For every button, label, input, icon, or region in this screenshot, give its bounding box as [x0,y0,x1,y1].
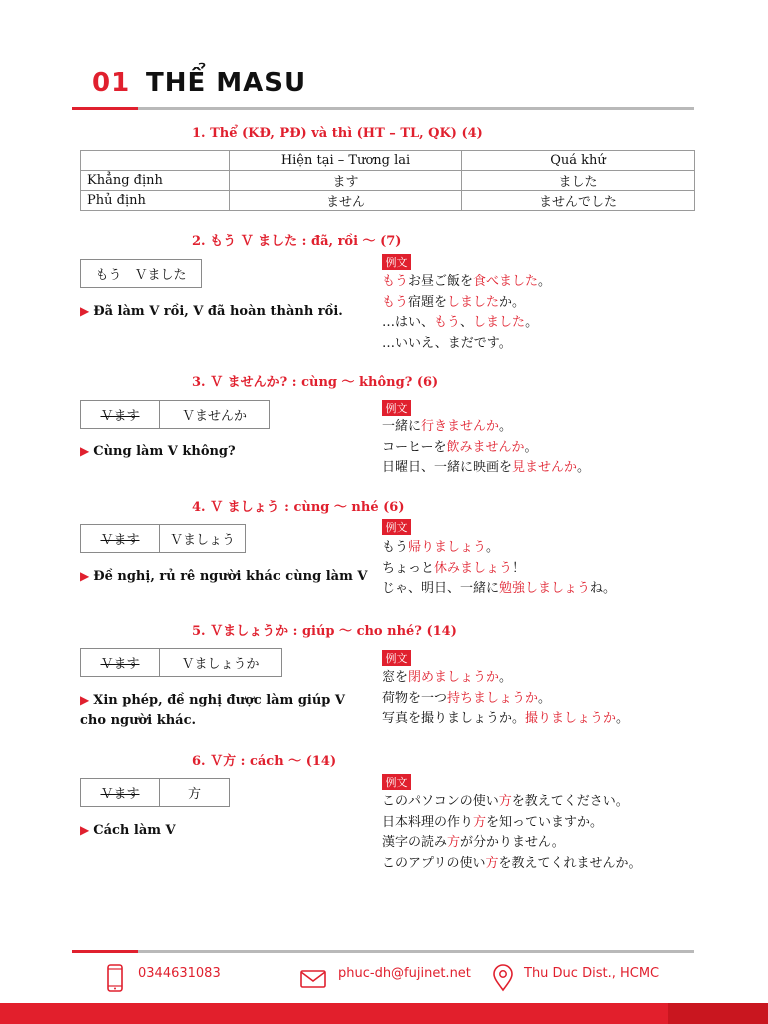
footer-email: phuc-dh@fujinet.net [338,966,471,981]
example-sentence: このパソコンの使い方を教えてください。 [382,794,629,809]
example-sentence: 写真を撮りましょうか。撮りましょうか。 [382,711,630,726]
conjugation-table [80,150,695,211]
example-sentence: コーヒーを飲みませんか。 [382,439,538,455]
example-sentence: 日本料理の作り方を知っていますか。 [382,814,604,830]
footer-divider-accent [72,950,138,953]
example-tag: 例文 [382,650,411,666]
header-divider [72,107,694,110]
example-sentence: 窓を閉めましょうか。 [382,670,513,685]
example-sentence: ちょっと休みましょう！ [382,560,526,576]
footer-address: Thu Duc Dist., HCMC [524,966,660,981]
pattern-base-form: Ｖます [100,657,140,672]
table-row-label: Phủ định [81,191,230,211]
pattern-box [80,648,282,677]
chapter-number: 01 [92,68,131,98]
pattern-base-form: Ｖます [100,533,140,548]
footer-bar-accent [668,1003,768,1024]
example-sentence: 日曜日、一緒に映画を見ませんか。 [382,460,591,475]
triangle-bullet-icon: ▶ [80,569,90,583]
example-sentence: もう宿題をしましたか。 [382,294,526,310]
example-list [382,538,616,600]
phone-icon [106,964,124,992]
section-3-heading: 3. Ｖ ませんか? : cùng ～ không? (6) [192,375,439,390]
example-tag: 例文 [382,254,411,270]
example-list [382,272,551,354]
table-cell: ませんでした [462,191,695,211]
pattern-description: ▶ Cách làm V [80,823,176,838]
example-sentence: じゃ、明日、一緒に勉強しましょうね。 [382,581,617,596]
table-row [81,191,695,211]
pattern-box [80,524,246,553]
table-row-label: Khẳng định [81,171,230,191]
table-cell [81,151,230,171]
example-sentence: …いいえ、まだです。 [382,335,512,351]
pattern-form: 方 [159,779,229,806]
table-header: Quá khứ [462,151,695,171]
chapter-title: THỂ MASU [146,68,307,98]
table-cell: ました [462,171,695,191]
example-list [382,792,642,874]
footer-phone: 0344631083 [138,966,221,981]
example-sentence: もう帰りましょう。 [382,540,500,555]
section-6-heading: 6. Ｖ方 : cách ～ (14) [192,754,337,769]
pattern-description: ▶ Xin phép, đề nghị được làm giúp V cho người khác. [80,693,346,728]
footer-bar [0,1003,768,1024]
triangle-bullet-icon: ▶ [80,823,90,837]
example-sentence: 一緒に行きませんか。 [382,419,513,434]
pattern-base-form: Ｖます [100,787,140,802]
example-sentence: 漢字の読み方が分かりません。 [382,835,565,850]
example-sentence: もうお昼ご飯を食べました。 [382,274,552,289]
header-divider-accent [72,107,138,110]
pattern-box [80,778,230,807]
triangle-bullet-icon: ▶ [80,444,90,458]
example-sentence: このアプリの使い方を教えてくれませんか。 [382,855,642,871]
table-cell: ません [230,191,462,211]
section-5-heading: 5. Ｖましょうか : giúp ～ cho nhé? (14) [192,624,457,639]
section-4-heading: 4. Ｖ ましょう : cùng ～ nhé (6) [192,500,405,515]
example-tag: 例文 [382,400,411,416]
example-tag: 例文 [382,519,411,535]
example-sentence: 荷物を一つ持ちましょうか。 [382,690,552,706]
table-row [81,171,695,191]
table-row [81,151,695,171]
pattern-form: Ｖましょうか [159,649,281,676]
example-tag: 例文 [382,774,411,790]
pattern-form: Ｖましょう [159,525,245,552]
table-cell: ます [230,171,462,191]
example-list [382,417,590,479]
email-icon [300,970,326,988]
pattern-form: もう Ｖました [95,268,187,283]
triangle-bullet-icon: ▶ [80,693,90,707]
location-pin-icon [492,964,514,992]
pattern-form: Ｖませんか [159,401,269,428]
example-sentence: …はい、もう、しました。 [382,315,539,330]
pattern-box [80,400,270,429]
table-header: Hiện tại – Tương lai [230,151,462,171]
example-list [382,668,629,730]
pattern-description: ▶ Cùng làm V không? [80,444,236,459]
pattern-base-form: Ｖます [100,409,140,424]
section-2-heading: 2. もう Ｖ ました : đã, rồi ～ (7) [192,234,402,249]
triangle-bullet-icon: ▶ [80,304,90,318]
pattern-box [80,259,202,288]
section-1-heading: 1. Thể (KĐ, PĐ) và thì (HT – TL, QK) (4) [192,126,483,141]
footer-divider [72,950,694,953]
pattern-description: ▶ Đã làm V rồi, V đã hoàn thành rồi. [80,304,343,319]
pattern-description: ▶ Đề nghị, rủ rê người khác cùng làm V [80,569,368,584]
